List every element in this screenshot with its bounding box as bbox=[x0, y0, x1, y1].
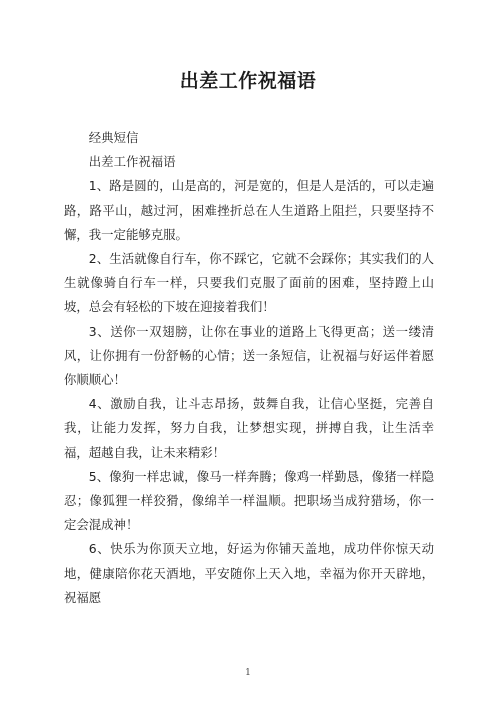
paragraph-3: 3、送你一双翅膀，让你在事业的道路上飞得更高；送一缕清风，让你拥有一份舒畅的心情；送一条短信，让祝福与好运伴着愿你顺顺心！ bbox=[64, 323, 434, 388]
paragraph-4: 4、激励自我，让斗志昂扬，鼓舞自我，让信心坚挺，完善自我，让能力发挥，努力自我，让梦想实现，拼搏自我，让生活幸福，超越自我，让未来精彩！ bbox=[64, 396, 434, 460]
subtitle-classic-sms: 经典短信 bbox=[88, 130, 139, 145]
paragraph-2: 2、生活就像自行车，你不踩它，它就不会踩你；其实我们的人生就像骑自行车一样，只要我们克服了面前的困难，坚持蹬上山坡，总会有轻松的下坡在迎接着我们！ bbox=[64, 251, 434, 315]
document-body bbox=[64, 126, 434, 610]
subtitle-topic: 出差工作祝福语 bbox=[88, 154, 176, 170]
paragraph-5: 5、像狗一样忠诚，像马一样奔腾；像鸡一样勤恳，像猪一样隐忍；像狐狸一样狡猾，像绵羊一样温顺。把职场当成狩猎场，你一定会混成神！ bbox=[64, 468, 434, 533]
paragraph-6: 6、快乐为你顶天立地，好运为你铺天盖地，成功伴你惊天动地，健康陪你花天酒地，平安随你上天入地，幸福为你开天辟地，祝福愿 bbox=[64, 541, 434, 605]
page-number: 1 bbox=[245, 668, 251, 678]
paragraph-1: 1、路是圆的，山是高的，河是宽的，但是人是活的，可以走遍路，路平山，越过河，困难挫折总在人生道路上阻拦，只要坚持不懈，我一定能够克服。 bbox=[64, 178, 434, 242]
document-title: 出差工作祝福语 bbox=[179, 70, 317, 92]
